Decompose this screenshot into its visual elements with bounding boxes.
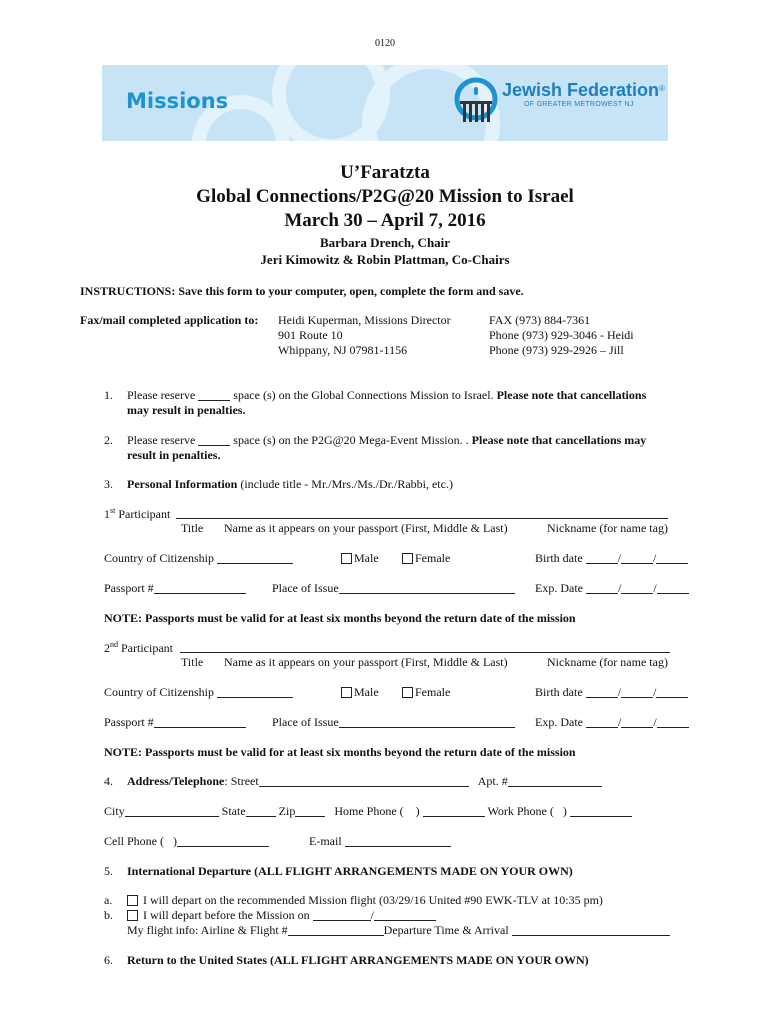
col-title-label: Title: [181, 521, 204, 535]
mission-subtitle: Global Connections/P2G@20 Mission to Israel: [196, 186, 574, 207]
citizenship-row-2: [104, 685, 293, 700]
birth-date-label: Birth date: [535, 685, 583, 699]
home-phone-label: Home Phone (: [334, 804, 404, 818]
date-separator: /: [617, 581, 622, 595]
fax-number: FAX (973) 884-7361: [489, 313, 591, 327]
participant-1-text: Participant: [118, 507, 171, 521]
citizenship-label: Country of Citizenship: [104, 551, 214, 565]
exp-month-field-2[interactable]: [586, 716, 618, 728]
participant-1-ordinal: st: [110, 506, 116, 515]
female-label: Female: [415, 551, 451, 565]
depart-before-label: I will depart before the Mission on: [143, 908, 310, 922]
passport-number-field-2[interactable]: [154, 716, 246, 728]
date-separator: /: [617, 551, 621, 565]
item-3-number: 3.: [104, 477, 113, 491]
option-a[interactable]: [127, 893, 603, 908]
missions-banner: [102, 65, 668, 141]
address-line: 901 Route 10: [278, 328, 343, 342]
item-1-prefix: Please reserve: [127, 388, 196, 402]
item-2-number: 2.: [104, 433, 113, 447]
apt-label: Apt. #: [477, 774, 508, 788]
participant-1-name-field[interactable]: [176, 518, 668, 519]
email-row: [309, 834, 451, 849]
city-field[interactable]: [125, 805, 219, 817]
birth-month-field-2[interactable]: [586, 686, 618, 698]
col-name-label: Name as it appears on your passport (First, Middle & Last): [224, 521, 508, 535]
home-phone-paren: ): [415, 804, 420, 818]
registered-mark: ®: [659, 84, 665, 93]
male-checkbox-1[interactable]: [341, 553, 352, 564]
item-1-number: 1.: [104, 388, 113, 402]
city-row: [104, 804, 632, 819]
airline-flight-field[interactable]: [288, 924, 384, 936]
exp-day-field-2[interactable]: [621, 716, 653, 728]
item-1-note: Please note that cancellations: [496, 388, 647, 402]
col-nickname-label: Nickname (for name tag): [547, 655, 668, 669]
date-separator: /: [653, 715, 657, 729]
item-6-number: 6.: [104, 953, 113, 967]
passport-label: Passport #: [104, 715, 154, 729]
work-phone-label: Work Phone (: [487, 804, 554, 818]
depart-before-month-field[interactable]: [313, 909, 371, 921]
male-label: Male: [354, 551, 379, 565]
participant-2-number: 2: [104, 641, 110, 655]
item-3-text: [127, 477, 453, 492]
state-label: State: [221, 804, 246, 818]
item-1-suffix: space (s) on the Global Connections Mission to Israel.: [233, 388, 494, 402]
zip-label: Zip: [278, 804, 296, 818]
space-count-field-1[interactable]: [198, 389, 230, 401]
address-line: Heidi Kuperman, Missions Director: [278, 313, 451, 327]
zip-field[interactable]: [295, 805, 325, 817]
passport-number-field-1[interactable]: [154, 582, 246, 594]
org-subtitle: OF GREATER METROWEST NJ: [524, 101, 634, 108]
departure-time-field[interactable]: [512, 924, 670, 936]
item-5-number: 5.: [104, 864, 113, 878]
birth-date-label: Birth date: [535, 551, 583, 565]
item-2-note: Please note that cancellations may: [471, 433, 647, 447]
date-separator: /: [653, 685, 657, 699]
departure-time-label: Departure Time & Arrival: [383, 923, 509, 937]
option-b-letter: b.: [104, 908, 113, 922]
participant-1-number: 1: [104, 507, 110, 521]
option-a-letter: a.: [104, 893, 113, 907]
place-of-issue-field-2[interactable]: [339, 716, 515, 728]
personal-info-hint: (include title - Mr./Mrs./Ms./Dr./Rabbi, etc.): [240, 477, 453, 491]
recommended-flight-label: I will depart on the recommended Mission flight (03/29/16 United #90 EWK-TLV at 10:35 pm): [143, 893, 603, 907]
participant-2-name-field[interactable]: [180, 652, 670, 653]
item-1-note-cont: may result in penalties.: [127, 403, 246, 417]
female-checkbox-2[interactable]: [402, 687, 413, 698]
exp-date-label: Exp. Date: [535, 715, 583, 729]
item-2-note-cont: result in penalties.: [127, 448, 221, 462]
menorah-logo-icon: [452, 77, 502, 129]
address-telephone-label: Address/Telephone: [127, 774, 225, 788]
exp-year-field-1[interactable]: [657, 582, 689, 594]
col-title-label: Title: [181, 655, 204, 669]
address-colon: :: [224, 774, 228, 788]
mission-dates: March 30 – April 7, 2016: [284, 210, 486, 231]
date-separator: /: [653, 551, 657, 565]
male-label: Male: [354, 685, 379, 699]
item-1-text: [127, 388, 646, 403]
phone-jill: Phone (973) 929-2926 – Jill: [489, 343, 624, 357]
date-separator: /: [617, 715, 622, 729]
issue-row-1: [272, 581, 515, 596]
item-4-number: 4.: [104, 774, 113, 788]
date-separator: /: [370, 908, 374, 922]
passport-note-1: NOTE: Passports must be valid for at least six months beyond the return date of the mission: [104, 611, 576, 625]
apt-field[interactable]: [508, 775, 602, 787]
male-option-1[interactable]: [341, 551, 379, 566]
item-2-suffix: space (s) on the P2G@20 Mega-Event Mission. .: [233, 433, 469, 447]
male-option-2[interactable]: [341, 685, 379, 700]
citizenship-field-2[interactable]: [217, 686, 293, 698]
place-of-issue-field-1[interactable]: [339, 582, 515, 594]
participant-2-ordinal: nd: [110, 640, 118, 649]
citizenship-label: Country of Citizenship: [104, 685, 214, 699]
birth-day-field-2[interactable]: [621, 686, 653, 698]
exp-month-field-1[interactable]: [586, 582, 618, 594]
option-b[interactable]: [127, 908, 436, 923]
birth-day-field-1[interactable]: [621, 552, 653, 564]
male-checkbox-2[interactable]: [341, 687, 352, 698]
address-line: Whippany, NJ 07981-1156: [278, 343, 408, 357]
address-row: [127, 774, 602, 789]
birth-date-row-1: [535, 551, 688, 566]
space-count-field-2[interactable]: [198, 434, 230, 446]
cell-row: [104, 834, 269, 849]
exp-date-row-2: [535, 715, 689, 730]
passport-row-2: [104, 715, 246, 730]
passport-label: Passport #: [104, 581, 154, 595]
work-phone-field[interactable]: [570, 805, 632, 817]
instructions: INSTRUCTIONS: Save this form to your computer, open, complete the form and save.: [80, 284, 524, 298]
street-field[interactable]: [259, 775, 469, 787]
cell-phone-field[interactable]: [177, 835, 269, 847]
place-of-issue-label: Place of Issue: [272, 581, 339, 595]
email-label: E-mail: [309, 834, 342, 848]
issue-row-2: [272, 715, 515, 730]
cochairs-line: Jeri Kimowitz & Robin Plattman, Co-Chairs: [260, 252, 510, 267]
female-checkbox-1[interactable]: [402, 553, 413, 564]
participant-1-label: [104, 506, 170, 522]
col-nickname-label: Nickname (for name tag): [547, 521, 668, 535]
item-2-text: [127, 433, 646, 448]
birth-date-row-2: [535, 685, 688, 700]
birth-year-field-2[interactable]: [656, 686, 688, 698]
female-label: Female: [415, 685, 451, 699]
street-label: Street: [230, 774, 259, 788]
mission-title: U’Faratzta: [340, 162, 430, 183]
item-2-prefix: Please reserve: [127, 433, 196, 447]
citizenship-row-1: [104, 551, 293, 566]
phone-heidi: Phone (973) 929-3046 - Heidi: [489, 328, 634, 342]
work-phone-paren: ): [562, 804, 567, 818]
birth-month-field-1[interactable]: [586, 552, 618, 564]
home-phone-field[interactable]: [423, 805, 485, 817]
email-field[interactable]: [345, 835, 451, 847]
flight-info-row: [127, 923, 670, 938]
col-name-label: Name as it appears on your passport (First, Middle & Last): [224, 655, 508, 669]
participant-2-label: [104, 640, 173, 656]
org-logo-text: [502, 80, 665, 108]
exp-year-field-2[interactable]: [657, 716, 689, 728]
cell-phone-label: Cell Phone (: [104, 834, 164, 848]
depart-before-day-field[interactable]: [374, 909, 436, 921]
date-separator: /: [653, 581, 657, 595]
exp-date-label: Exp. Date: [535, 581, 583, 595]
passport-note-2: NOTE: Passports must be valid for at least six months beyond the return date of the mission: [104, 745, 576, 759]
state-field[interactable]: [246, 805, 276, 817]
place-of-issue-label: Place of Issue: [272, 715, 339, 729]
missions-label: Missions: [126, 89, 229, 113]
exp-day-field-1[interactable]: [621, 582, 653, 594]
personal-info-label: Personal Information: [127, 477, 238, 491]
recommended-flight-checkbox[interactable]: [127, 895, 138, 906]
fax-mail-label: Fax/mail completed application to:: [80, 313, 259, 327]
departure-label: International Departure (ALL FLIGHT ARRANGEMENTS MADE ON YOUR OWN): [127, 864, 573, 878]
female-option-1[interactable]: [402, 551, 450, 566]
citizenship-field-1[interactable]: [217, 552, 293, 564]
participant-2-text: Participant: [121, 641, 173, 655]
cell-phone-paren: ): [173, 834, 177, 848]
passport-row-1: [104, 581, 246, 596]
date-separator: /: [617, 685, 621, 699]
city-label: City: [104, 804, 125, 818]
exp-date-row-1: [535, 581, 689, 596]
return-label: Return to the United States (ALL FLIGHT ARRANGEMENTS MADE ON YOUR OWN): [127, 953, 589, 967]
form-code: 0120: [375, 38, 395, 49]
female-option-2[interactable]: [402, 685, 450, 700]
birth-year-field-1[interactable]: [656, 552, 688, 564]
chair-line: Barbara Drench, Chair: [319, 235, 451, 250]
org-name: Jewish Federation: [502, 80, 660, 100]
flight-info-label: My flight info: Airline & Flight #: [127, 923, 288, 937]
depart-before-checkbox[interactable]: [127, 910, 138, 921]
